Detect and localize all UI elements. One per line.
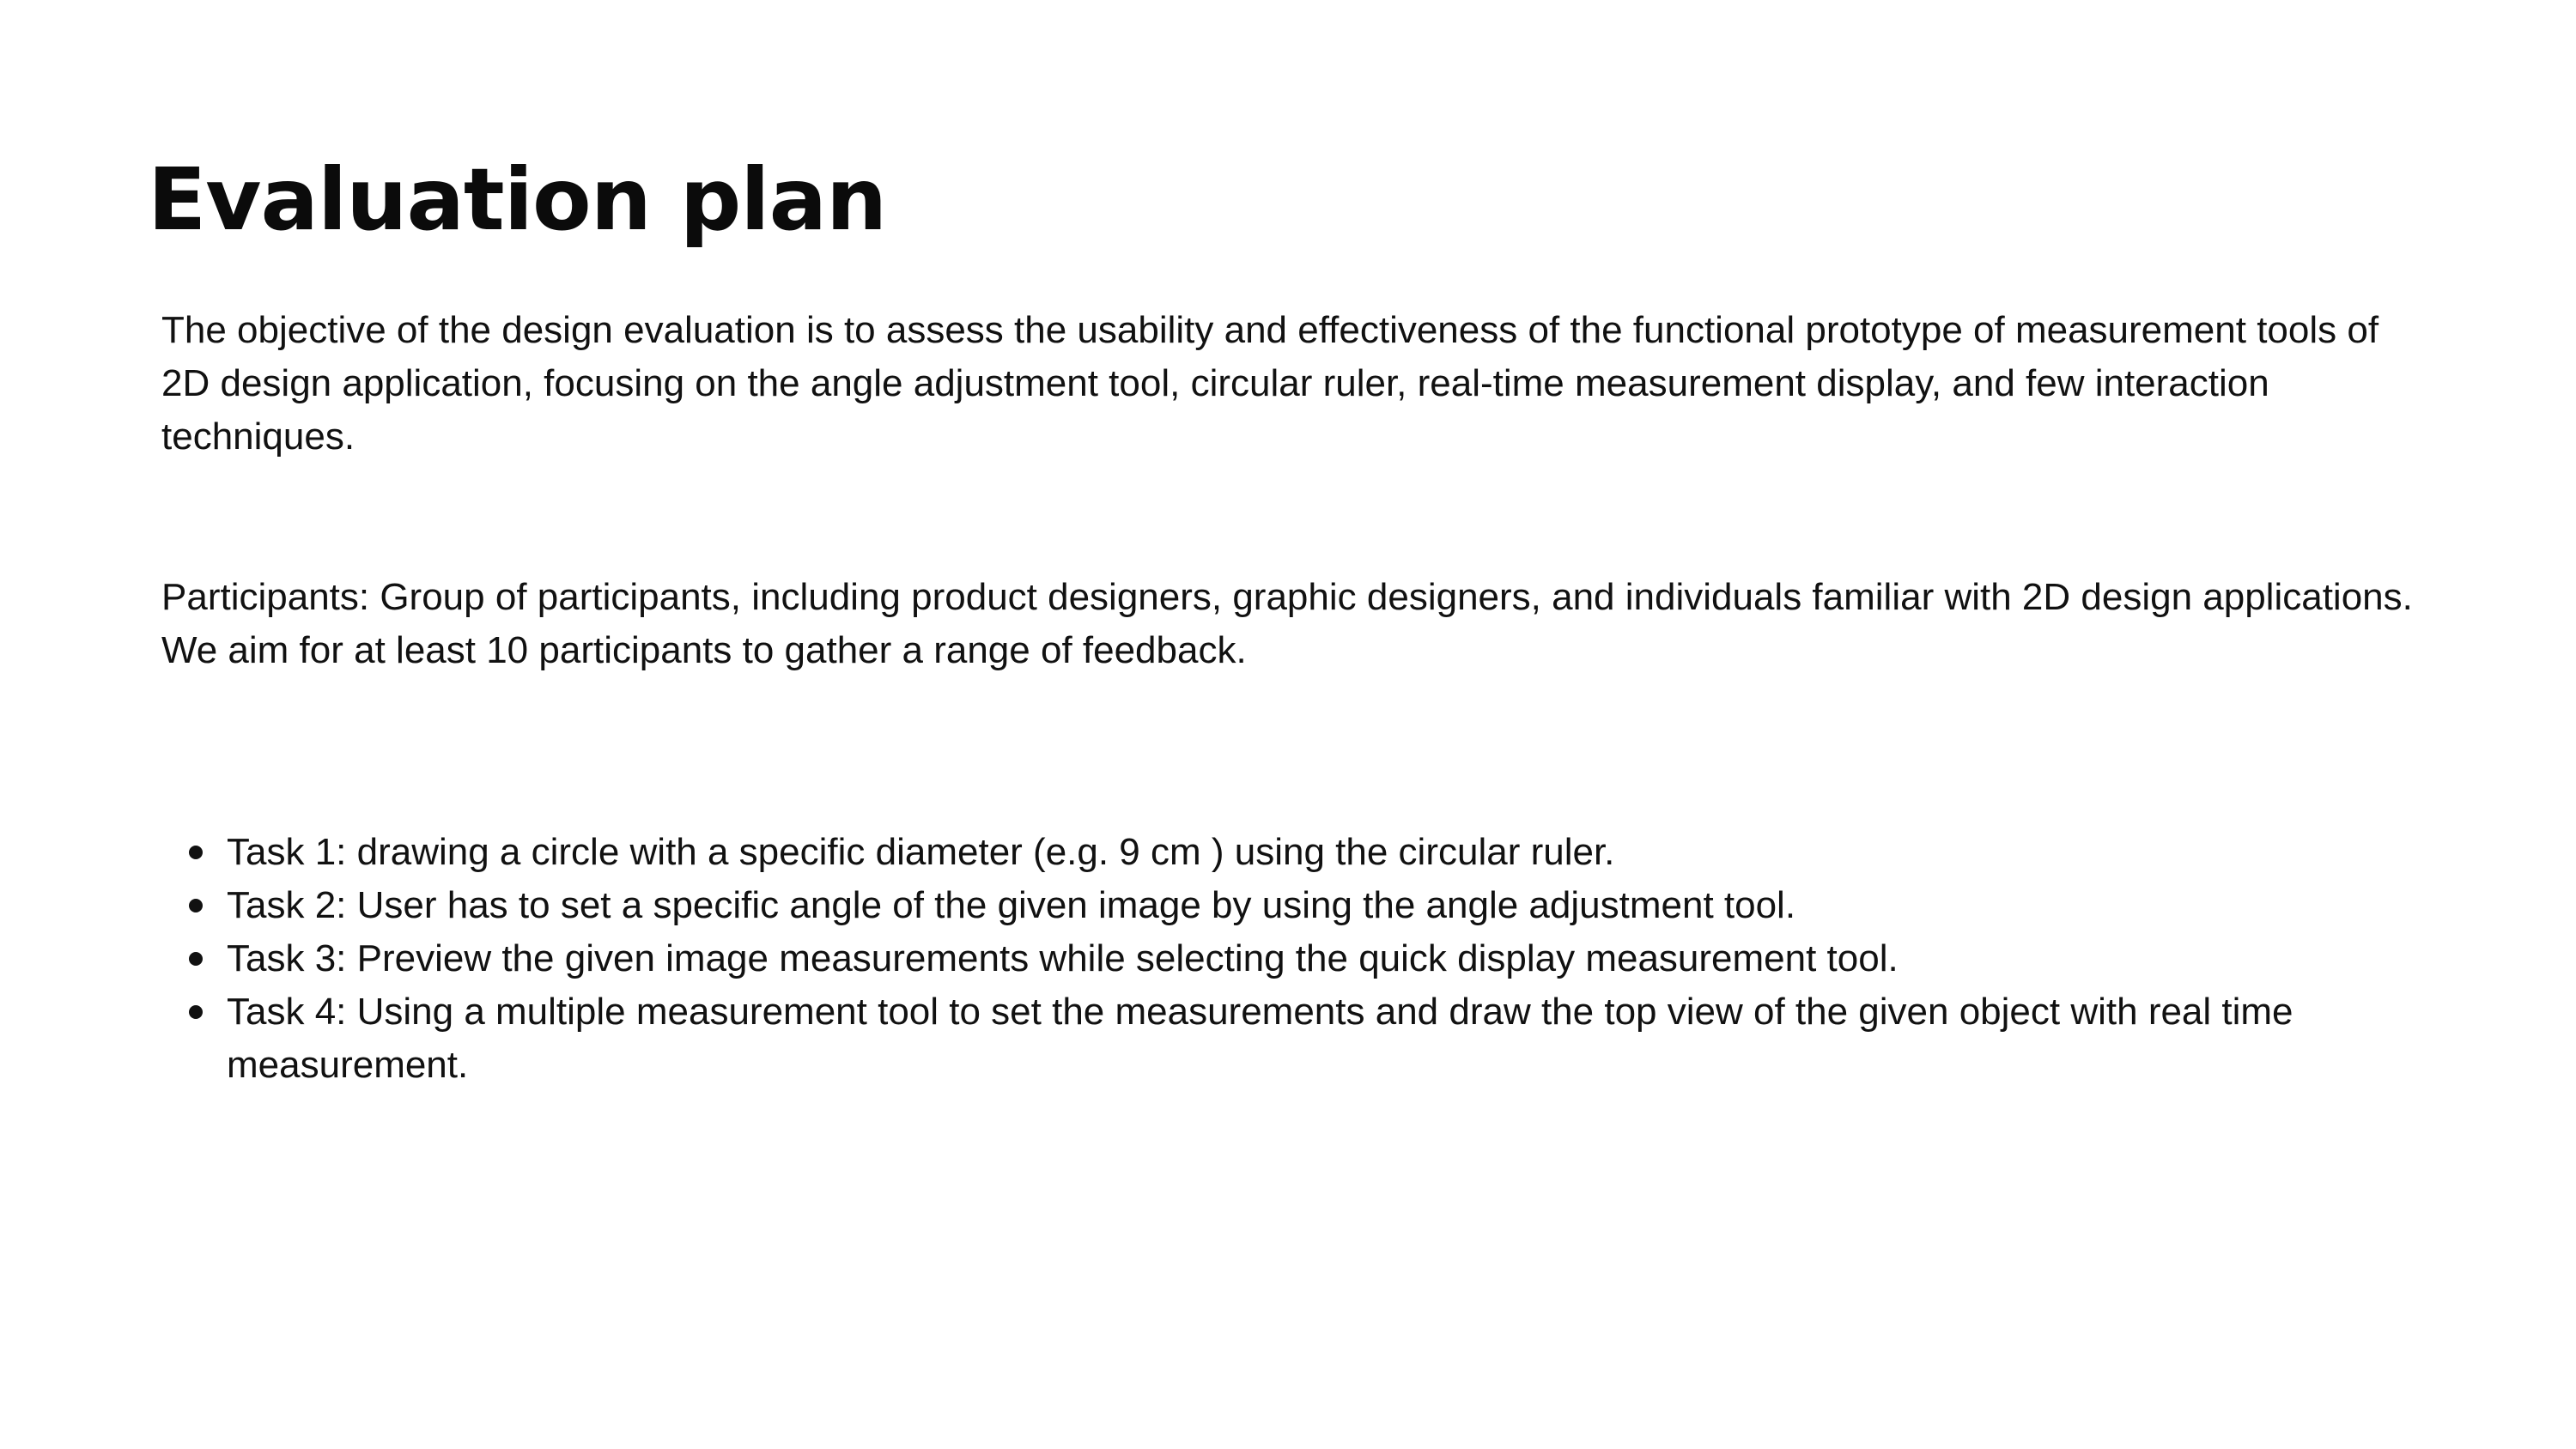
participants-paragraph: Participants: Group of participants, including product designers, graphic designers, and individuals familiar with 2D design applications. We aim for at least 10 participants to gather a range of feedback. — [161, 576, 2413, 671]
task-item-2 — [161, 879, 2428, 932]
task-text: Task 2: User has to set a specific angle of the given image by using the angle adjustment tool. — [227, 884, 1796, 926]
task-list — [161, 826, 2428, 1092]
task-item-3 — [161, 932, 2428, 985]
task-text: Task 3: Preview the given image measurements while selecting the quick display measurement tool. — [227, 937, 1899, 979]
slide-title: Evaluation plan — [148, 149, 887, 250]
bullet-icon — [189, 952, 203, 966]
objective-paragraph: The objective of the design evaluation is to assess the usability and effectiveness of the functional prototype of measurement tools of 2D design application, focusing on the angle adjustment tool, circular ruler, real-time measurement display, and few interaction techniques. — [161, 309, 2379, 458]
bullet-icon — [189, 846, 203, 859]
task-item-4 — [161, 985, 2428, 1092]
task-text: Task 4: Using a multiple measurement tool to set the measurements and draw the top view of the given object with real time measurement. — [227, 991, 2293, 1086]
task-text: Task 1: drawing a circle with a specific diameter (e.g. 9 cm ) using the circular ruler. — [227, 831, 1615, 873]
bullet-icon — [189, 1005, 203, 1019]
task-item-1 — [161, 826, 2428, 879]
bullet-icon — [189, 899, 203, 912]
